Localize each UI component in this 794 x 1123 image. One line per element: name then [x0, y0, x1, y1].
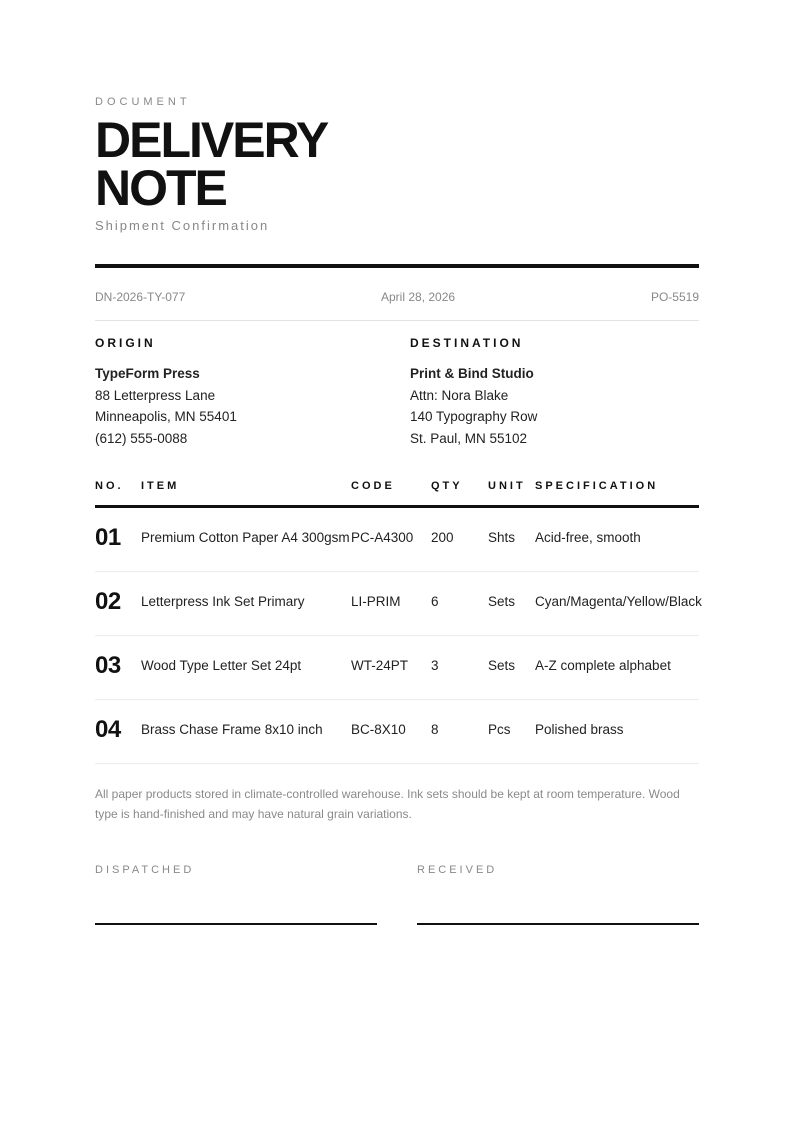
received-signature-block [417, 864, 699, 925]
origin-block [95, 336, 385, 449]
received-label: RECEIVED [417, 864, 498, 876]
delivery-notes: All paper products stored in climate-controlled warehouse. Ink sets should be kept at room temperature. Wood type is hand-finished and may have natural grain variations. [95, 787, 680, 821]
destination-label: DESTINATION [410, 336, 524, 350]
destination-attention: Attn: Nora Blake [410, 387, 509, 403]
dispatched-label: DISPATCHED [95, 864, 195, 876]
row-specification: Polished brass [535, 722, 624, 737]
row-code: LI-PRIM [351, 594, 401, 609]
dispatched-signature-block [95, 864, 377, 925]
table-row [95, 508, 699, 572]
row-item: Brass Chase Frame 8x10 inch [141, 722, 323, 737]
table-row [95, 572, 702, 636]
row-specification: Cyan/Magenta/Yellow/Black [535, 594, 702, 609]
header-no: NO. [95, 480, 124, 492]
origin-label: ORIGIN [95, 336, 156, 350]
table-row [95, 700, 699, 764]
row-item: Premium Cotton Paper A4 300gsm [141, 530, 350, 545]
page-subtitle: Shipment Confirmation [95, 218, 270, 233]
destination-block [410, 336, 700, 449]
header-divider [95, 264, 699, 268]
header-code: CODE [351, 480, 395, 492]
note-date: April 28, 2026 [381, 290, 456, 304]
origin-address-line: Minneapolis, MN 55401 [95, 409, 237, 424]
row-specification: A-Z complete alphabet [535, 658, 671, 673]
received-signature-line [417, 923, 699, 925]
destination-name: Print & Bind Studio [410, 366, 534, 381]
row-item: Letterpress Ink Set Primary [141, 594, 305, 609]
header-item: ITEM [141, 480, 180, 492]
header-unit: UNIT [488, 480, 526, 492]
origin-name: TypeForm Press [95, 366, 200, 381]
destination-address-line: St. Paul, MN 55102 [410, 430, 528, 446]
items-table [95, 478, 702, 764]
row-number: 01 [95, 524, 121, 551]
dispatched-signature-line [95, 923, 377, 925]
origin-address-line: 88 Letterpress Lane [95, 387, 216, 403]
header-qty: QTY [431, 480, 463, 492]
note-number: DN-2026-TY-077 [95, 290, 186, 304]
table-row [95, 636, 699, 700]
po-number: PO-5519 [650, 290, 699, 304]
row-unit: Sets [488, 594, 516, 609]
row-code: WT-24PT [351, 658, 409, 673]
title-line-1: DELIVERY [95, 112, 328, 168]
row-qty: 200 [431, 530, 454, 545]
row-code: PC-A4300 [351, 530, 414, 545]
destination-address-line: 140 Typography Row [410, 409, 538, 424]
row-unit: Sets [488, 658, 516, 673]
origin-phone: (612) 555-0088 [95, 430, 188, 446]
row-code: BC-8X10 [351, 722, 406, 737]
meta-divider [95, 320, 699, 321]
page-title [95, 112, 328, 216]
table-header [95, 478, 699, 508]
row-number: 03 [95, 652, 121, 679]
meta-row [95, 290, 699, 306]
row-unit: Pcs [488, 722, 511, 737]
row-qty: 6 [431, 594, 439, 609]
document-eyebrow: DOCUMENT [95, 96, 191, 108]
header-specification: SPECIFICATION [535, 480, 659, 492]
row-number: 04 [95, 716, 121, 743]
row-qty: 3 [431, 658, 439, 673]
row-specification: Acid-free, smooth [535, 530, 641, 545]
row-qty: 8 [431, 722, 439, 737]
row-item: Wood Type Letter Set 24pt [141, 658, 302, 673]
row-unit: Shts [488, 530, 516, 545]
row-number: 02 [95, 588, 121, 615]
title-line-2: NOTE [95, 160, 226, 216]
